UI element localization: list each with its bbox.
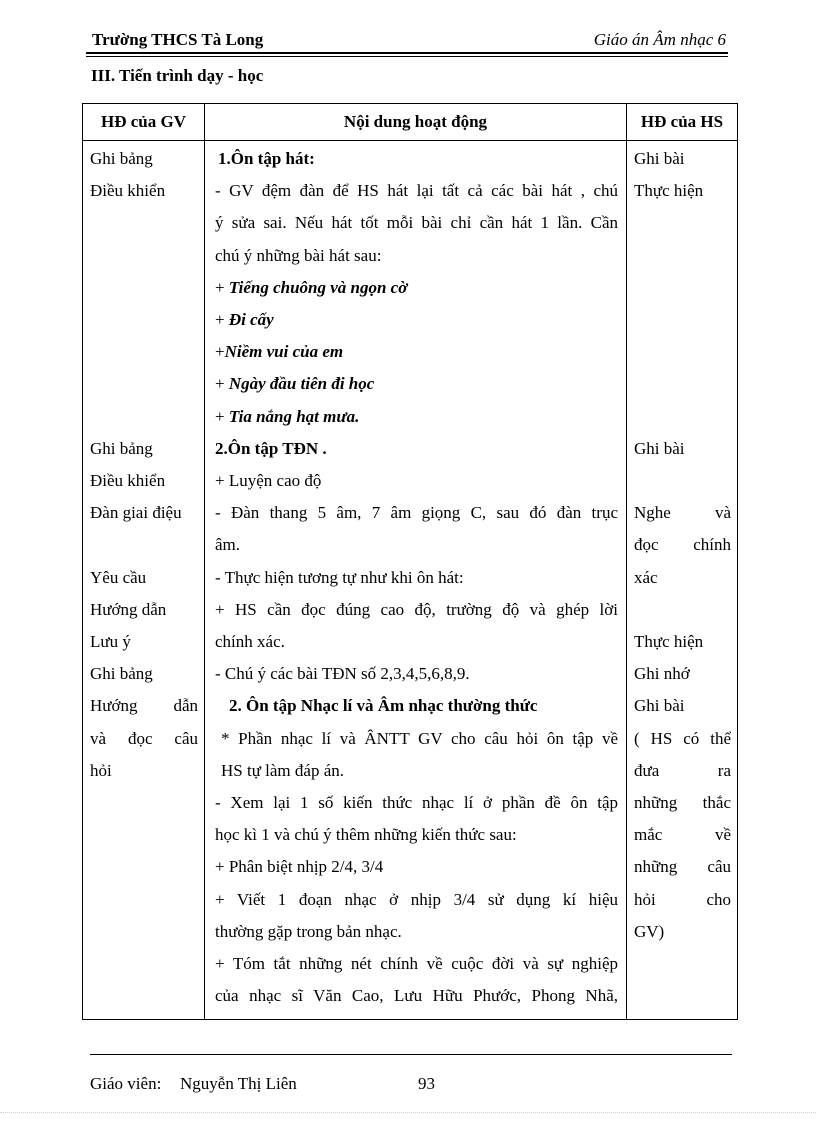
hs-line: Ghi bài: [634, 149, 685, 168]
content-line: thường gặp trong bản nhạc.: [215, 921, 402, 941]
hs-line: Ghi nhớ: [634, 664, 690, 684]
section-title: III. Tiến trình dạy - học: [91, 66, 264, 85]
table-body-row: [83, 141, 738, 1020]
hs-line: xác: [634, 567, 658, 587]
gv-line: Ghi bảng: [90, 149, 153, 168]
header-gv: HĐ của GV: [83, 104, 205, 141]
content-line: - Xem lại 1 số kiến thức nhạc lí ở phần đề ôn tập: [215, 793, 618, 813]
content-line: * Phần nhạc lí và ÂNTT GV cho câu hỏi ôn tập về: [221, 728, 618, 748]
content-line: + Viết 1 đoạn nhạc ở nhịp 3/4 sử dụng kí hiệu: [215, 889, 618, 909]
gv-line: Hướng dẫn: [90, 696, 198, 716]
content-line: HS tự làm đáp án.: [221, 760, 345, 780]
hs-line: những câu: [634, 857, 731, 877]
header-content: Nội dung hoạt động: [205, 104, 627, 141]
header-rule: [86, 52, 728, 54]
content-line: học kì 1 và chú ý thêm những kiến thức sau:: [215, 825, 517, 845]
song-item: + Đi cấy: [215, 310, 274, 330]
gv-line: Điều khiển: [90, 181, 166, 201]
content-column: [205, 141, 627, 1020]
teacher-label: Giáo viên:: [90, 1074, 162, 1093]
content-line: - Thực hiện tương tự như khi ôn hát:: [215, 567, 464, 587]
hs-line: Thực hiện: [634, 631, 704, 651]
content-line: chính xác.: [215, 632, 285, 652]
hs-line: Nghe và: [634, 503, 731, 523]
hs-line: Ghi bài: [634, 438, 685, 458]
content-line: âm.: [215, 535, 241, 555]
hs-line: Ghi bài: [634, 696, 685, 716]
gv-line: hỏi: [90, 760, 112, 780]
table-header-row: [83, 104, 738, 141]
gv-line: Yêu cầu: [90, 567, 147, 587]
lesson-table: [82, 103, 738, 1020]
page-number: 93: [418, 1074, 435, 1093]
hs-column: [627, 141, 738, 1020]
teacher-name: Nguyễn Thị Liên: [180, 1074, 297, 1093]
hs-line: đọc chính: [634, 535, 731, 555]
gv-line: Lưu ý: [90, 631, 131, 651]
hs-line: ( HS có thể: [634, 728, 731, 748]
content-line: chú ý những bài hát sau:: [215, 245, 382, 265]
gv-column: [83, 141, 205, 1020]
document-subject: Giáo án Âm nhạc 6: [593, 30, 726, 49]
song-item: + Tiếng chuông và ngọn cờ: [215, 277, 408, 297]
section-2-title: 2.Ôn tập TĐN .: [215, 438, 327, 458]
content-line: ý sửa sai. Nếu hát tốt mỗi bài chỉ cần hát 1 lần. Cần: [215, 213, 618, 233]
hs-line: Thực hiện: [634, 181, 704, 201]
content-line: + Luyện cao độ: [215, 471, 322, 491]
section-3-title: 2. Ôn tập Nhạc lí và Âm nhạc thường thức: [229, 696, 538, 716]
gv-line: Ghi bảng: [90, 664, 153, 684]
hs-line: đưa ra: [634, 760, 731, 780]
hs-line: mắc về: [634, 825, 731, 845]
content-line: + Phân biệt nhịp 2/4, 3/4: [215, 857, 384, 877]
page-edge-dotted-line: [0, 1112, 816, 1113]
song-item: + Ngày đầu tiên đi học: [215, 374, 375, 394]
header-hs: HĐ của HS: [627, 104, 738, 141]
gv-line: Điều khiển: [90, 470, 166, 490]
song-item: + Tia nắng hạt mưa.: [215, 406, 360, 426]
gv-line: và đọc câu: [90, 728, 198, 748]
hs-line: GV): [634, 921, 665, 941]
header-rule-thin: [86, 56, 728, 57]
gv-line: Đàn giai điệu: [90, 503, 182, 523]
content-line: - Đàn thang 5 âm, 7 âm giọng C, sau đó đàn trục: [215, 503, 618, 523]
school-name: Trường THCS Tà Long: [92, 30, 264, 49]
section-1-title: 1.Ôn tập hát:: [218, 149, 315, 168]
hs-line: hỏi cho: [634, 889, 731, 909]
content-line: + HS cần đọc đúng cao độ, trường độ và ghép lời: [215, 599, 618, 619]
gv-line: Ghi bảng: [90, 438, 153, 458]
content-line: - Chú ý các bài TĐN số 2,3,4,5,6,8,9.: [215, 664, 470, 684]
hs-line: những thắc: [634, 792, 731, 812]
content-line: của nhạc sĩ Văn Cao, Lưu Hữu Phước, Phong Nhã,: [215, 986, 618, 1006]
gv-line: Hướng dẫn: [90, 599, 167, 619]
content-line: + Tóm tắt những nét chính về cuộc đời và sự nghiệp: [215, 954, 618, 974]
song-item: +Niềm vui của em: [215, 342, 344, 362]
footer-rule: [90, 1054, 732, 1055]
content-line: - GV đệm đàn để HS hát lại tất cả các bài hát , chú: [215, 181, 618, 201]
